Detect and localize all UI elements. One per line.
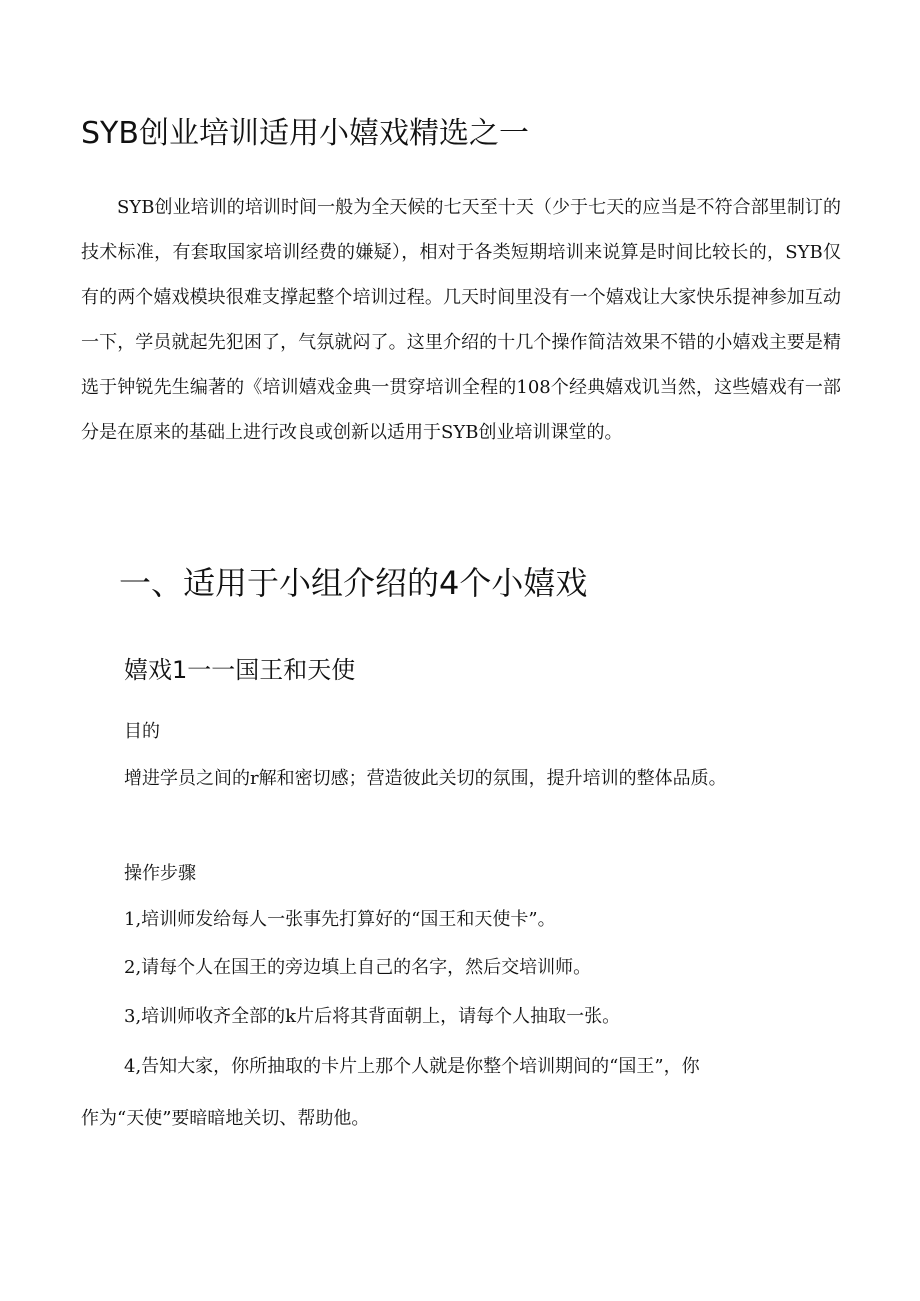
document-title: SYB创业培训适用小嬉戏精选之一 [81,116,529,151]
step-item: 2,请每个人在国王的旁边填上自己的名字，然后交培训师。 [124,957,592,978]
steps-label: 操作步骤 [124,863,196,884]
step-item: 4,告知大家，你所抽取的卡片上那个人就是你整个培训期间的“国王”，你 [124,1056,700,1077]
section-heading: 一、适用于小组介绍的4个小嬉戏 [119,564,588,602]
purpose-label: 目的 [124,721,160,742]
game-heading: 嬉戏1一一国王和天使 [124,656,356,684]
step-item: 3,培训师收齐全部的k片后将其背面朝上，请每个人抽取一张。 [124,1006,621,1027]
step-item: 1,培训师发给每人一张事先打算好的“国王和天使卡”。 [124,909,556,930]
step-continuation: 作为“天使”要暗暗地关切、帮助他。 [81,1108,370,1129]
intro-paragraph: SYB创业培训的培训时间一般为全天候的七天至十天（少于七天的应当是不符合部里制订的技术标准，有套取国家培训经费的嫌疑），相对于各类短期培训来说算是时间比较长的，SYB仅有的两个嬉戏模块很难支撑起整个培训过程。几天时间里没有一个嬉戏让大家快乐提神参加互动一下，学员就起先犯困了，气氛就闷了。这里介绍的十几个操作简洁效果不错的小嬉戏主要是精选于钟锐先生编著的《培训嬉戏金典一贯穿培训全程的108个经典嬉戏讥当然，这些嬉戏有一部分是在原来的基础上进行改良或创新以适用于SYB创业培训课堂的。 [81,197,841,443]
purpose-text: 增进学员之间的r解和密切感；营造彼此关切的氛围，提升培训的整体品质。 [124,768,727,789]
